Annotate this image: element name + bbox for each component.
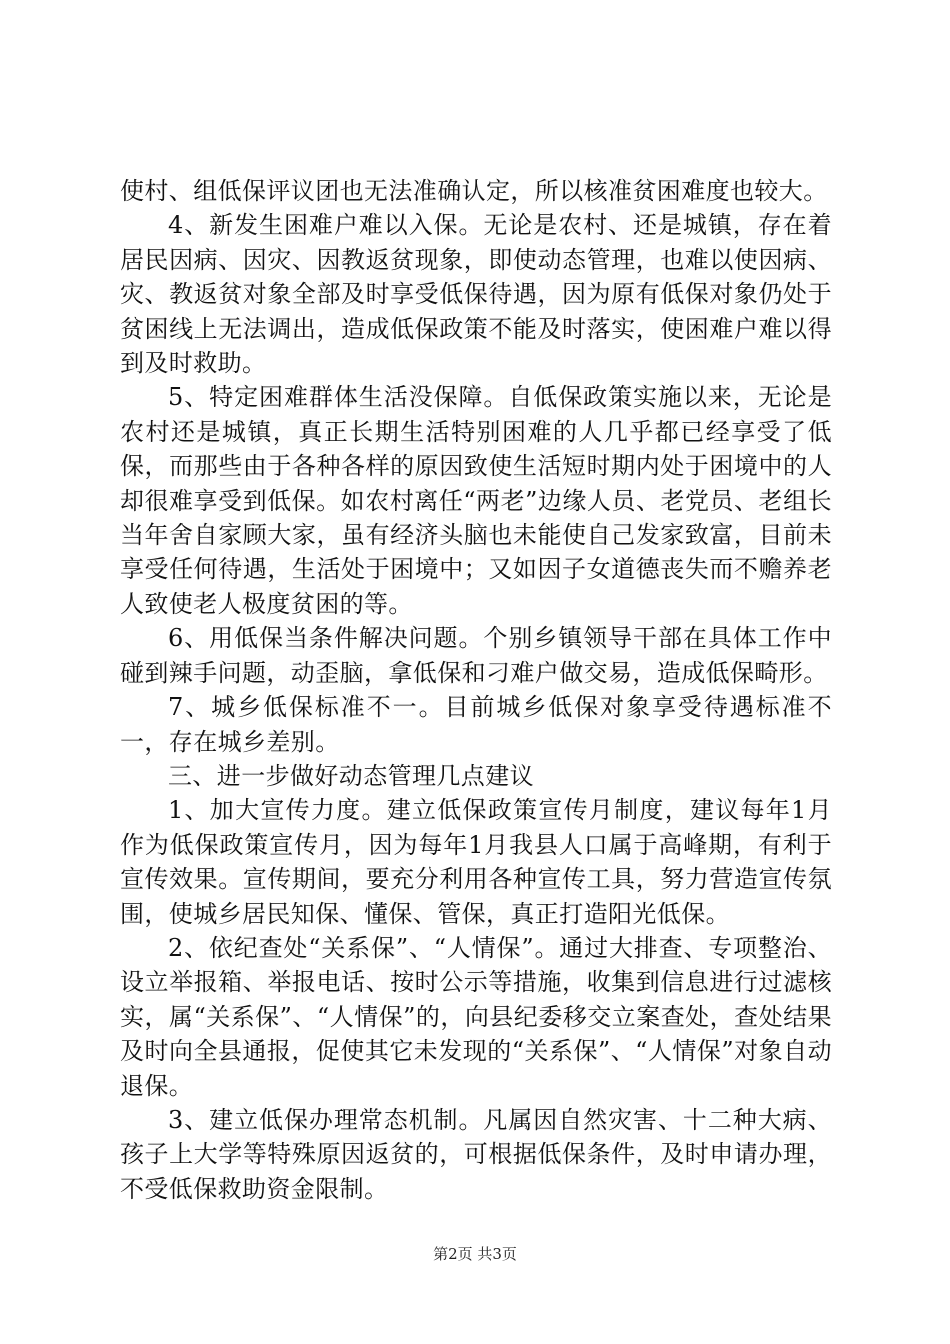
paragraph-item-5: 5、特定困难群体生活没保障。自低保政策实施以来，无论是农村还是城镇，真正长期生活特别困难的人几乎都已经享受了低保，而那些由于各种各样的原因致使生活短时期内处于困境中的人却很难享受到低保。如农村离任“两老”边缘人员、老党员、老组长当年舍自家顾大家，虽有经济头脑也未能使自己发家致富，目前未享受任何待遇，生活处于困境中；又如因子女道德丧失而不赡养老人致使老人极度贫困的等。 [120, 383, 832, 618]
paragraph-item-7: 7、城乡低保标准不一。目前城乡低保对象享受待遇标准不一，存在城乡差别。 [120, 693, 832, 756]
paragraph-suggestion-2: 2、依纪查处“关系保”、“人情保”。通过大排查、专项整治、设立举报箱、举报电话、按时公示等措施，收集到信息进行过滤核实，属“关系保”、“人情保”的，向县纪委移交立案查处，查处结果及时向全县通报，促使其它未发现的“关系保”、“人情保”对象自动退保。 [120, 933, 832, 1100]
document-body [120, 174, 832, 1206]
paragraph-suggestion-3: 3、建立低保办理常态机制。凡属因自然灾害、十二种大病、孩子上大学等特殊原因返贫的，可根据低保条件，及时申请办理，不受低保救助资金限制。 [120, 1105, 832, 1203]
paragraph-suggestion-1: 1、加大宣传力度。建立低保政策宣传月制度，建议每年1月作为低保政策宣传月，因为每年1月我县人口属于高峰期，有利于宣传效果。宣传期间，要充分利用各种宣传工具，努力营造宣传氛围，使城乡居民知保、懂保、管保，真正打造阳光低保。 [120, 796, 832, 928]
page-number-footer: 第2页 共3页 [433, 1245, 517, 1263]
paragraph-item-6: 6、用低保当条件解决问题。个别乡镇领导干部在具体工作中碰到辣手问题，动歪脑，拿低保和刁难户做交易，造成低保畸形。 [120, 624, 832, 687]
paragraph-continuation: 使村、组低保评议团也无法准确认定，所以核准贫困难度也较大。 [120, 177, 828, 205]
section-heading: 三、进一步做好动态管理几点建议 [168, 761, 534, 790]
paragraph-item-4: 4、新发生困难户难以入保。无论是农村、还是城镇，存在着居民因病、因灾、因教返贫现象，即使动态管理，也难以使因病、灾、教返贫对象全部及时享受低保待遇，因为原有低保对象仍处于贫困线上无法调出，造成低保政策不能及时落实，使困难户难以得到及时救助。 [120, 211, 832, 378]
